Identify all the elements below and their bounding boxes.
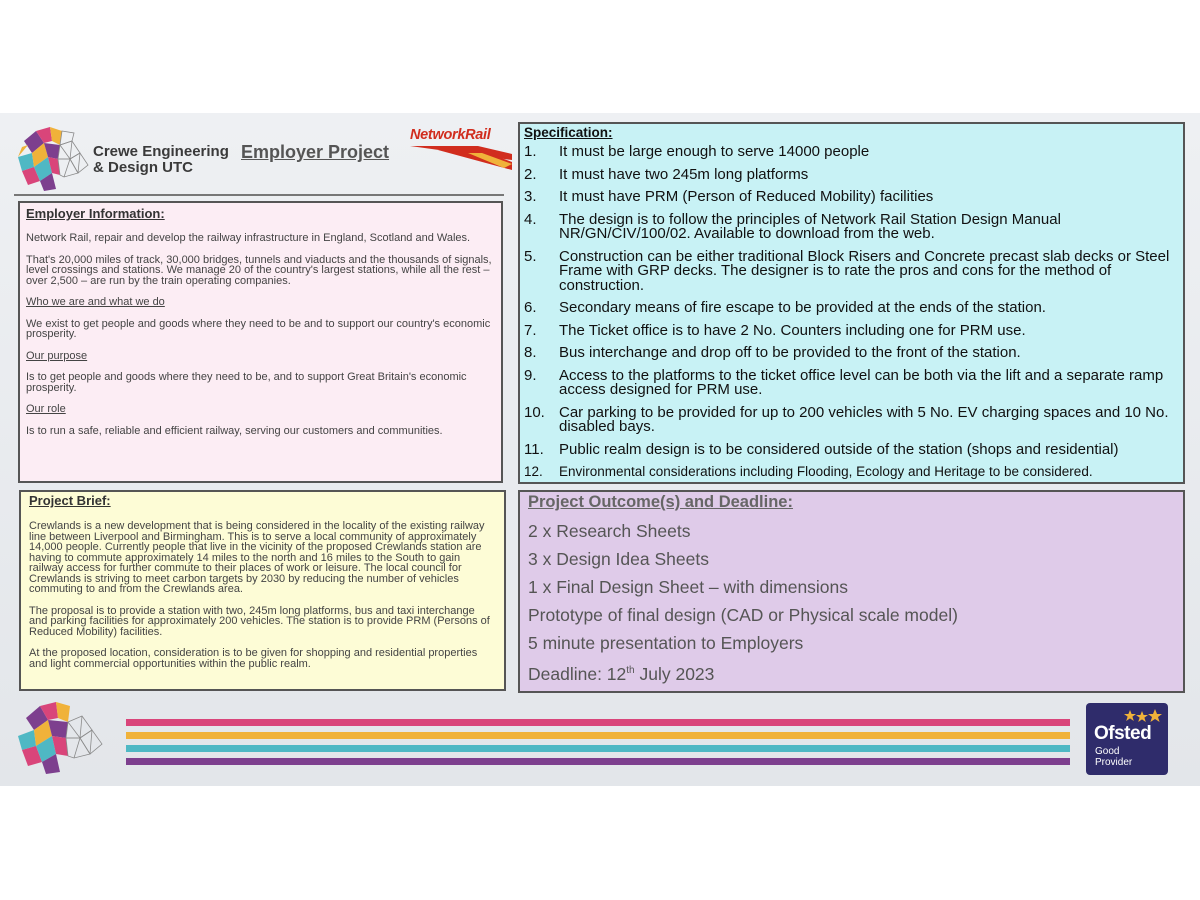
employer-heading: Employer Information:: [26, 206, 165, 221]
spec-item-number: 9.: [524, 366, 537, 384]
header-divider: [14, 194, 504, 196]
spec-list: [524, 145, 1179, 480]
employer-information-panel: [18, 201, 503, 483]
spec-item-text: Access to the platforms to the ticket office level can be both via the lift and a separate ramp access designed for PRM use.: [559, 366, 1164, 398]
spec-item-number: 3.: [524, 188, 537, 205]
spec-item-2: [524, 165, 1179, 183]
brief-paragraph-2: The proposal is to provide a station with two, 245m long platforms, bus and taxi interchange and parking facilities for approximately 200 vehicles. The station is to provide PRM (Persons of Reduced Mobility) facilities.: [29, 604, 490, 638]
spec-item-number: 6.: [524, 299, 537, 316]
deadline-suffix: July 2023: [634, 663, 715, 684]
spec-item-4: [524, 210, 1179, 242]
spec-heading: Specification:: [524, 125, 613, 140]
stripe-teal: [126, 745, 1070, 752]
spec-item-text: It must have PRM (Person of Reduced Mobility) facilities: [559, 188, 934, 205]
brief-heading: Project Brief:: [29, 493, 111, 508]
ofsted-name: Ofsted: [1094, 723, 1152, 744]
our-purpose-heading: Our purpose: [26, 349, 88, 362]
spec-item-6: [524, 301, 1179, 316]
spec-item-text: Car parking to be provided for up to 200 vehicles with 5 No. EV charging spaces and 10 No. disabled bays.: [559, 403, 1169, 435]
deadline-ordinal: th: [626, 665, 635, 676]
ofsted-grade: [1095, 746, 1132, 768]
spec-item-text: Bus interchange and drop off to be provided to the front of the station.: [559, 344, 1021, 361]
brief-paragraph-3: At the proposed location, consideration is to be given for shopping and residential properties and light commercial opportunities within the public realm.: [29, 647, 478, 670]
outcome-item: Prototype of final design (CAD or Physical scale model): [528, 605, 958, 625]
brief-paragraph-1: Crewlands is a new development that is being considered in the locality of the existing railway line between Liverpool and Birmingham. This is to serve a local community of approximately 14,000 people. Currently people that live in the vicinity of the proposed Crewlands station are having to commute approximately 14 miles to the north and 16 miles to the South to gain railway access for further commute to their places of work or leisure. The local council for Crewlands is striving to meet carbon targets by 2030 by reducing the number of vehicles commuting to and from the Crewlands area.: [29, 520, 485, 595]
utc-logo-bottom-icon: [14, 696, 106, 776]
project-outcomes-panel: [518, 490, 1185, 693]
employer-paragraph-1: Network Rail, repair and develop the railway infrastructure in England, Scotland and Wales.: [26, 232, 471, 244]
spec-item-text: The design is to follow the principles of Network Rail Station Design Manual NR/GN/CIV/100/02. Available to download from the web.: [559, 210, 1061, 242]
ofsted-grade-line2: Provider: [1095, 757, 1133, 768]
networkrail-wordmark: NetworkRail: [410, 127, 491, 143]
ofsted-grade-line1: Good: [1095, 746, 1120, 757]
spec-item-number: 1.: [524, 143, 537, 160]
spec-item-text: It must be large enough to serve 14000 people: [559, 143, 870, 160]
who-we-are-heading: Who we are and what we do: [26, 296, 165, 308]
spec-item-number: 4.: [524, 210, 537, 228]
deadline-prefix: Deadline: 12: [528, 663, 627, 684]
spec-item-9: [524, 366, 1179, 398]
stripe-yellow: [126, 732, 1070, 739]
utc-name: [93, 144, 229, 176]
project-brief-panel: [19, 490, 506, 691]
spec-item-number: 7.: [524, 321, 537, 339]
spec-item-7: [524, 321, 1179, 339]
spec-item-number: 10.: [524, 403, 545, 421]
specification-panel: [518, 122, 1185, 484]
stripe-pink: [126, 719, 1070, 726]
spec-item-number: 2.: [524, 165, 537, 183]
utc-name-line1: Crewe Engineering: [93, 143, 229, 160]
spec-item-10: [524, 403, 1179, 435]
spec-item-1: [524, 145, 1179, 160]
deadline: [528, 661, 1175, 684]
outcomes-heading: Project Outcome(s) and Deadline:: [528, 493, 793, 511]
outcome-item: 2 x Research Sheets: [528, 521, 691, 541]
spec-item-number: 8.: [524, 344, 537, 361]
spec-item-12: [524, 465, 1179, 480]
spec-item-number: 5.: [524, 247, 537, 265]
our-role-text: Is to run a safe, reliable and efficient railway, serving our customers and communities.: [26, 424, 443, 437]
outcome-item: 3 x Design Idea Sheets: [528, 549, 709, 569]
employer-paragraph-2: That's 20,000 miles of track, 30,000 bridges, tunnels and viaducts and the thousands of signals, level crossings and stations. We manage 20 of the country's largest stations, while all the rest – over 2,500 – are run by the train operating companies.: [26, 253, 492, 287]
spec-item-text: Secondary means of fire escape to be provided at the ends of the station.: [559, 299, 1046, 316]
spec-item-text: It must have two 245m long platforms: [559, 165, 809, 183]
spec-item-3: [524, 190, 1179, 205]
spec-item-text: Environmental considerations including Flooding, Ecology and Heritage to be considered.: [559, 464, 1093, 479]
utc-name-line2: & Design UTC: [93, 159, 194, 176]
who-we-are-text: We exist to get people and goods where they need to be and to support our country's economic prosperity.: [26, 317, 491, 340]
spec-item-number: 12.: [524, 464, 543, 479]
outcome-item: 5 minute presentation to Employers: [528, 633, 804, 653]
page-title: Employer Project: [241, 142, 390, 162]
spec-item-text: Public realm design is to be considered outside of the station (shops and residential): [559, 440, 1119, 458]
stripe-purple: [126, 758, 1070, 765]
outcome-item: 1 x Final Design Sheet – with dimensions: [528, 577, 849, 597]
ofsted-badge: [1086, 703, 1168, 775]
our-role-heading: Our role: [26, 403, 66, 415]
utc-logo-icon: [14, 123, 92, 193]
our-purpose-text: Is to get people and goods where they need to be, and to support Great Britain's economic prosperity.: [26, 371, 467, 394]
spec-item-text: Construction can be either traditional Block Risers and Concrete precast slab decks or Steel Frame with GRP decks. The designer is to rate the pros and cons for the method of construction.: [559, 247, 1170, 294]
spec-item-8: [524, 346, 1179, 361]
spec-item-number: 11.: [524, 440, 544, 458]
spec-item-11: [524, 440, 1179, 458]
spec-item-text: The Ticket office is to have 2 No. Counters including one for PRM use.: [559, 321, 1026, 339]
spec-item-5: [524, 247, 1179, 294]
